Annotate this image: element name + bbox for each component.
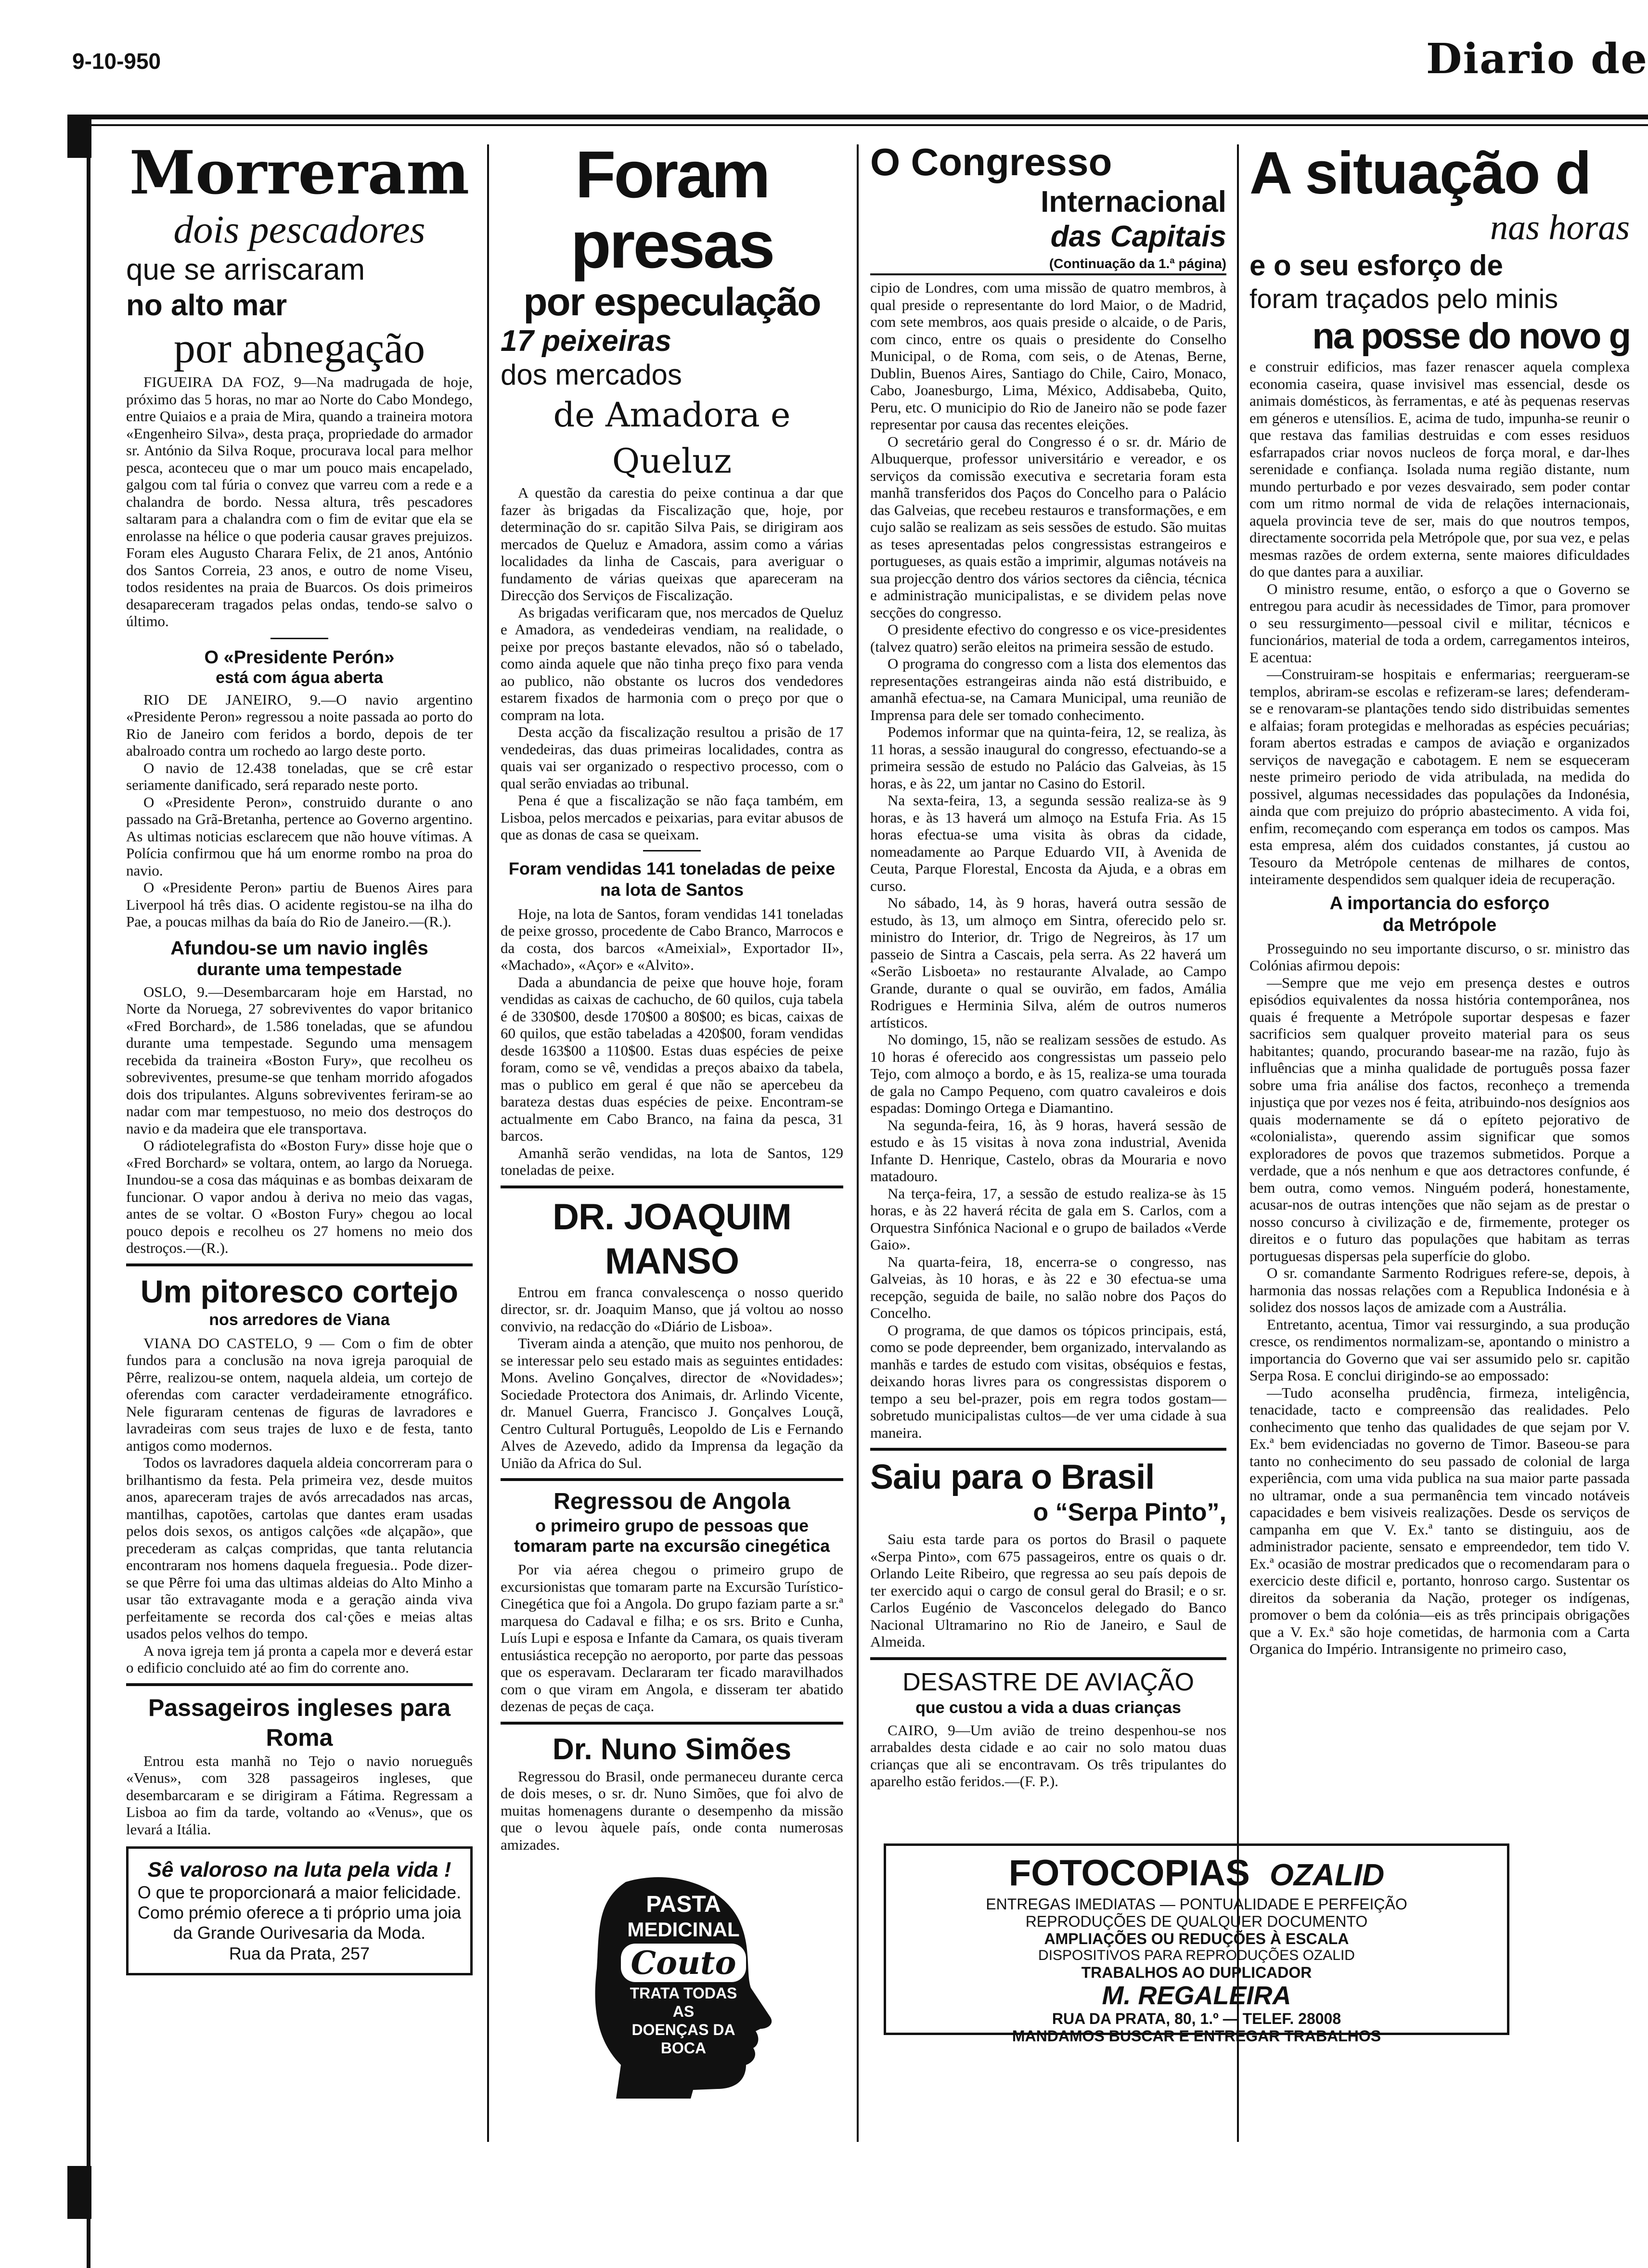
paragraph: Na quarta-feira, 18, encerra-se o congresso, nas Galveias, às 10 horas, e às 22 e 30 efectua-se uma recepção, seguida de baile, no salão nobre dos Paços do Concelho. [870,1253,1226,1321]
column-2 [501,140,843,2099]
ad-line: AMPLIAÇÕES OU REDUÇÕES À ESCALA [1044,1930,1349,1947]
headline-line: foram traçados pelo minis [1249,284,1558,314]
ad-line: ENTREGAS IMEDIATAS — PONTUALIDADE E PERFEIÇÃO [986,1895,1407,1913]
subheadline: está com água aberta [216,668,383,687]
headline-line: por especulação [523,280,821,324]
ad-title: FOTOCOPIAS [1008,1853,1250,1894]
corner-mark-bottom [67,2166,91,2219]
paragraph: Regressou do Brasil, onde permaneceu durante cerca de dois meses, o sr. dr. Nuno Simões, que foi alvo de muitas homenagens durante o desempenho da missão que o levou àquele país, onde conta numerosas amizades. [501,1767,843,1853]
paragraph: Entrou esta manhã no Tejo o navio norueguês «Venus», com 328 passageiros ingleses, que desembarcaram e se dirigiram a Fátima. Regressam a Lisboa ao fim da tarde, voltando ao «Venus», que os levará a Itália. [126,1752,473,1838]
ad-line: BOCA [660,2039,707,2057]
paragraph: A nova igreja tem já pronta a capela mor e deverá estar o edificio concluido até ao fim do corrente ano. [126,1642,473,1676]
article-body: FIGUEIRA DA FOZ, 9—Na madrugada de hoje, próximo das 5 horas, no mar ao Norte do Cabo Mondego, entre Quiaios e a praia de Mira, quando a traineira motora «Engenheiro Silva», desta praça, propriedade do armador sr. António da Silva Roque, procurava local para melhor pesca, aconteceu que o mar um pouco mais encapelado, galgou com tal fúria o convez que varreu com a rede e a chalandra de bordo. Nessa altura, três pescadores saltaram para a chalandra com o fim de evitar que ela se enrolasse na hélice o que poderia causar graves prejuizos. Foram eles Augusto Charara Felix, de 21 anos, António dos Santos Correia, 23 anos, e outro de nome Viseu, todos residentes na praia de Buarcos. Os dois primeiros desapareceram tragados pelas ondas, tendo-se salvo o último. [126,374,473,630]
paragraph: VIANA DO CASTELO, 9 — Com o fim de obter fundos para a conclusão na nova igreja paroquial de Pêrre, realizou-se ontem, naquela aldeia, um cortejo de oferendas com caracter verdadeiramente etnográfico. Nele figuraram centenas de figuras de lavradores e lavradeiras com seus trajes de luxo e de festa, tanto antigos como modernos. [126,1334,473,1454]
paragraph: No sábado, 14, às 9 horas, haverá outra sessão de estudo, às 13, um almoço em Sintra, oferecido pelo sr. ministro do Interior, dr. Trigo de Negreiros, às 17 um passeio de Sintra a Cascais, pela serra. As 22 haverá um «Serão Lisboeta» no restaurante Alvalade, ao Campo Grande, durante o qual se ouvirão, em fados, Amália Rodrigues e Herminia Silva, além de outros numeros artísticos. [870,894,1226,1031]
divider [126,1683,473,1686]
ad-company: M. REGALEIRA [1102,1981,1291,2010]
paragraph: e construir edificios, mas fazer renascer aquela complexa economia caseira, quase invisivel mas essencial, desde os animais domésticos, às ferramentas, e até às pequenas reservas em géneros e utensílios. E, acima de tudo, impunha-se reunir o que restava das familias destruidas e com esses residuos esfarrapados criar novos nucleos de força moral, e dar-lhes serenidade e confiança. Isolada numa região distante, num mundo perturbado e por vezes desvairado, sem poder contar com um ritmo normal de vida de relações internacionais, aquela provincia teve de ser, mais do que noutros tempos, directamente socorrida pela Metrópole que, por sua vez, e pelas mesmas razões de ordem externa, sente maiores dificuldades do que dantes para a auxiliar. [1249,358,1630,580]
article-desastre [870,1667,1226,1790]
ad-brand: Couto [621,1944,746,1982]
paragraph: Podemos informar que na quinta-feira, 12, se realiza, às 11 horas, a sessão inaugural do congresso, efectuando-se a primeira sessão de estudo no Palácio das Galveias, às 15 horas, e às 22, um jantar no Casino do Estoril. [870,723,1226,792]
subheadline: Regressou de Angola [554,1489,790,1514]
ad-fotocopias [884,1843,1509,2045]
paragraph: Hoje, na lota de Santos, foram vendidas 141 toneladas de peixe grosso, procedente de Cabo Branco, Marrocos e da costa, dos barcos «Ameixial», Exportador II», «Machado», «Açor» e «Alvito». [501,905,843,973]
article-serpa-pinto [870,1457,1226,1650]
ad-line: DISPOSITIVOS PARA REPRODUÇÕES OZALID [1038,1947,1355,1963]
paragraph: Pena é que a fiscalização se não faça também, em Lisboa, pelos mercados e peixarias, para evitar abusos de que as donas de casa se queixam. [501,792,843,843]
article-angola [501,1488,843,1715]
headline: Passageiros ingleses para Roma [148,1694,451,1751]
paragraph: Dada a abundancia de peixe que houve hoje, foram vendidas as caixas de cachucho, de 60 quilos, cuja tabela é de 330$00, desde 170$00 a 80$00; es bicas, caixas de 60 quilos, que estão tabeladas a 420$00, foram vendidas desde 163$00 a 110$00. Estas duas espécies de peixe foram, como se vê, vendidas a preços abaixo da tabela, mas o publico em geral é que não se apercebeu da barateza destas duas espécies de peixe. Encontram-se actualmente em Cabo Branco, na faina da pesca, 31 barcos. [501,973,843,1144]
headline-line: dois pescadores [173,207,425,251]
ad-line: TRATA TODAS [630,1984,737,2002]
ad-line: PASTA [646,1892,721,1917]
paragraph: No domingo, 15, não se realizam sessões de estudo. As 10 horas é oferecido aos congressistas um passeio pelo Tejo, com almoço a bordo, e às 15, realiza-se uma tourada de gala no Campo Pequeno, com quatro cavaleiros e dois espadas: Domingo Ortega e Diamantino. [870,1031,1226,1116]
paragraph: OSLO, 9.—Desembarcaram hoje em Harstad, no Norte da Noruega, 27 sobreviventes do vapor britanico «Fred Borchard», de 1.586 toneladas, que se afundou durante uma tempestade. Segundo uma mensagem recebida da traineira «Boston Fury», que recolheu os sobreviventes, presume-se que tenham morrido afogados dois dos tripulantes. Alguns sobreviventes feriram-se ao nadar com mar tempestuoso, no meio dos destroços do navio e da madeira que ele transportava. [126,983,473,1137]
subheadline: da Metrópole [1382,915,1497,935]
subheadline: Afundou-se um navio inglês [170,937,428,959]
headline-line: nas horas [1490,208,1630,247]
headline: Saiu para o Brasil [870,1458,1155,1496]
ad-brand: OZALID [1270,1857,1385,1892]
column-4 [1249,140,1630,1658]
article-congresso [870,140,1226,1441]
headline: DESASTRE DE AVIAÇÃO [902,1668,1194,1696]
ad-line: AS [672,2003,695,2020]
ad-address: Rua da Prata, 257 [229,1944,370,1963]
paragraph: Entretanto, acentua, Timor vai ressurgindo, a sua produção cresce, os rendimentos normalizam-se, apontando o ministro a importancia do Governo que vai ser assumido pelo sr. capitão Serpa Rosa. E conclui dirigindo-se ao empossado: [1249,1315,1630,1384]
paragraph: O sr. comandante Sarmento Rodrigues refere-se, depois, à harmonia das nossas relações com a Republica Indonésia e à solidez dos nossos laços de amizade com a Austrália. [1249,1264,1630,1315]
paragraph: O presidente efectivo do congresso e os vice-presidentes (talvez quatro) serão eleitos na primeira sessão de estudo. [870,621,1226,655]
article-lota-santos [501,858,843,1179]
subheadline: nos arredores de Viana [209,1310,390,1329]
headline: Um pitoresco cortejo [140,1273,459,1309]
paragraph: —Sempre que me vejo em presença destes e outros episódios equivalentes da nossa história contemporânea, nos quais é frequente a Metrópole suportar despesas e fazer sacrificios sem qualquer proveito material para os seus habitantes; quando, procurando basear-me na razão, fujo às influências que a minha qualidade de português possa fazer sobre uma fria análise dos factos, reconheço a tremenda injustiça que por vezes nos é feita, atribuindo-nos desígnios aos quais modernamente se dá o epíteto pejorativo de «colonialista», querendo assim significar que somos exploradores de povos que trazemos submetidos. Porque a verdade, que a nós nenhum e que aos detractores confunde, é bem outra, como vemos. Ninguém poderá, honestamente, acusar-nos de outras intenções que não sejam as de prestar o nosso concurso à civilização e de, firmemente, proteger os direitos e o futuro das populações que habitam as terras portuguesas dispersas pela superfície do globo. [1249,974,1630,1264]
headline-line: de Amadora e Queluz [553,395,791,481]
article-cortejo [126,1273,473,1676]
ad-ourivesaria [126,1846,473,1975]
column-rule [857,144,859,2142]
column-3 [870,140,1226,1790]
paragraph: Todos os lavradores daquela aldeia concorreram para o brilhantismo da festa. Pela primeira vez, desde muitos anos, apareceram trajes de avós arrecadados nas arcas, mantilhas, capotões, cartolas que dantes eram usadas pelos dois sexos, os antigos calções «de alçapão», que precederam as calças compridas, que tanta relutancia encontraram nos homens daquela freguesia.. Pode dizer-se que Pêrre foi uma das ultimas aldeias do Alto Minho a usar tão extravagante moda e a geração ainda viva perfeitamente se recorda dos cal·ções e meias altas usados pelos velhos do tempo. [126,1454,473,1642]
column-1 [126,140,473,1975]
article-joaquim-manso [501,1195,843,1472]
ad-line: DOENÇAS DA [631,2021,735,2038]
paragraph: As brigadas verificaram que, nos mercados de Queluz e Amadora, as vendedeiras vendiam, na realidade, o peixe por preços bastante elevados, não só o tabelado, como ainda aquele que não tinha preço fixo para venda ao publico, não obstante os lucros dos vendedores estarem fixados de harmonia com o preço por que o compram na lota. [501,604,843,723]
paragraph: O secretário geral do Congresso é o sr. dr. Mário de Albuquerque, professor universitário e vereador, e os serviços da comissão executiva e secretaria foram esta manhã transferidos dos Paços do Concelho para o Palácio das Galveias, que recebeu restauros e transformações, e em cujo salão se realizam as seis sessões de estudo. São muitas as teses apresentadas pelos congressistas estrangeiros e portugueses, as quais estão a imprimir, algumas notáveis na sua projecção dentro dos vários sectores da ciência, técnica e administração municipalistas, e se dividem pelas nove secções do congresso. [870,433,1226,621]
article-nuno-simoes [501,1731,843,1854]
headline-line: das Capitais [1050,220,1226,253]
ad-line: MANDAMOS BUSCAR E ENTREGAR TRABALHOS [1012,2027,1381,2045]
paragraph: cipio de Londres, com uma missão de quatro membros, à qual preside o representante do lord Maior, o de Madrid, com sete membros, aos quais preside o alcaide, o de Paris, com cinco, entre os quais o presidente do Conselho Municipal, o de Roma, com seis, o de Atenas, Berne, Dublin, Buenos Aires, Santiago do Chile, Cairo, Monaco, Cabo, Joanesburgo, Lima, México, Addisabeba, Quito, Peru, etc. O municipio do Rio de Janeiro não se pode fazer representar por causa das recentes eleições. [870,279,1226,433]
article-passageiros [126,1693,473,1838]
paragraph: Na segunda-feira, 16, às 9 horas, haverá sessão de estudo e às 15 visitas à nova zona industrial, Avenida Infante D. Henrique, Castelo, obras da Mouraria e novo matadouro. [870,1116,1226,1185]
paragraph: Na terça-feira, 17, a sessão de estudo realiza-se às 15 horas, e às 22 haverá récita de gala em S. Carlos, com a Orquestra Sinfónica Nacional e o grupo de bailados «Verde Gaio». [870,1185,1226,1253]
issue-date: 9-10-950 [72,49,161,74]
ad-line: REPRODUÇÕES DE QUALQUER DOCUMENTO [1025,1913,1368,1930]
ad-line: MEDICINAL [627,1918,740,1941]
masthead: Diario de [1426,35,1648,83]
paragraph: Por via aérea chegou o primeiro grupo de excursionistas que tomaram parte na Excursão Turístico-Cinegética que foi a Angola. Do grupo faziam parte a sr.ª marquesa do Cadaval e filha; e os srs. Brito e Cunha, Luís Lupi e esposa e Infante da Camara, os quais tiveram entusiástica recepção no aeroporto, por parte das pessoas que os esperavam. Declararam ter ficado maravilhados com o que viram em Angola, e disseram ter abatido dezenas de peças de caça. [501,1561,843,1714]
headline: A situação d [1249,140,1591,206]
headline-line: que se arriscaram [126,253,365,286]
paragraph: O «Presidente Peron», construido durante o ano passado na Grã-Bretanha, pertence ao Governo argentino. As ultimas noticias esclarecem que não houve vítimas. A Polícia confirmou que há um enorme rombo na proa do navio. [126,793,473,879]
ad-line: TRABALHOS AO DUPLICADOR [1081,1964,1312,1981]
paragraph: O rádiotelegrafista do «Boston Fury» disse hoje que o «Fred Borchard» se voltara, ontem, ao largo da Noruega. Inundou-se a cosa das máquinas e as bombas deixaram de funcionar. O vapor andou à deriva no meio das vagas, antes de se voltar. O «Boston Fury» chegou ao local pouco depois e recolheu os 27 homens no meio dos destroços.—(R.). [126,1137,473,1256]
paragraph: Desta acção da fiscalização resultou a prisão de 17 vendedeiras, das duas primeiras localidades, contra as quais vai ser organizado o respectivo processo, com o qual serão enviadas ao tribunal. [501,723,843,792]
paragraph: O ministro resume, então, o esforço a que o Governo se entregou para acudir às necessidades de Timor, para promover o seu ressurgimento—pessoal civil e militar, técnicos e funcionários, material de toda a ordem, carregamentos inteiros, E acentua: [1249,580,1630,666]
paragraph: O programa, de que damos os tópicos principais, está, como se pode depreender, bem organizado, intervalando as manhãs e tardes de estudo com visitas, obséquios e festas, deixando horas livres para os congressistas disporem o tempo a seu bel-prazer, pois em regra todos gostam—sobretudo municipalistas cultos—de ver uma cidade à sua maneira. [870,1321,1226,1441]
divider [270,638,328,639]
subheadline: A importancia do esforço [1329,893,1550,914]
paragraph: CAIRO, 9—Um avião de treino despenhou-se nos arrabaldes desta cidade e ao cair no solo matou duas crianças que ali se encontravam. Os três tripulantes do aparelho estão feridos.—(F. P.). [870,1721,1226,1790]
column-rule [487,144,489,2142]
ad-body: O que te proporcionará a maior felicidade. Como prémio oferece a ti próprio uma joia da Grande Ourivesaria da Moda. [137,1882,462,1943]
divider [501,1186,843,1188]
ad-pasta-couto [501,1872,843,2099]
top-rule-thin [67,124,1648,126]
ad-title: Sê valoroso na luta pela vida ! [147,1858,451,1881]
headline-line: 17 peixeiras [501,324,672,358]
article-morreram [126,140,473,630]
paragraph: Entrou em franca convalescença o nosso querido director, sr. dr. Joaquim Manso, que já voltou ao nosso convivio, na redacção do «Diário de Lisboa». [501,1283,843,1335]
article-navio-ingles [126,937,473,1257]
headline-line: dos mercados [501,359,682,391]
subheadline: o primeiro grupo de pessoas que tomaram parte na excursão cinegética [514,1516,830,1556]
headline-line: na posse do novo g [1312,316,1630,357]
divider [643,850,701,851]
headline: Morreram [129,138,470,208]
divider [501,1722,843,1725]
headline: O Congresso [870,141,1112,183]
article-peixeiras [501,140,843,843]
article-presidente-peron [126,647,473,930]
article-timor [1249,140,1630,888]
headline-line: por abnegação [173,324,425,372]
column-rule [1237,144,1239,2142]
paragraph: A questão da carestia do peixe continua a dar que fazer às brigadas da Fiscalização que, hoje, por determinação do sr. capitão Silva Pais, se dirigiram aos mercados de Queluz e Amadora, assim como a várias localidades da linha de Cascais, para averiguar o fundamento de várias queixas que apareceram na Direcção dos Serviços de Fiscalização. [501,484,843,604]
article-importancia [1249,893,1630,1658]
divider [870,1448,1226,1451]
headline: Dr. Nuno Simões [552,1732,792,1766]
top-rule [67,115,1648,119]
divider [870,1657,1226,1660]
subheadline: durante uma tempestade [196,959,402,979]
paragraph: —Construiram-se hospitais e enfermarias; reergueram-se templos, abriram-se escolas e refizeram-se lares; defenderam-se e renovaram-se plantações tendo sido distribuidas sementes e alfaias; foram protegidas e melhoradas as espécies pecuárias; foram abertos estradas e campos de aviação e organizados serviços de navegação e cabotagem. E nem se esqueceram neste primeiro periodo de vida atribulada, na medida do possivel, algumas necessidades das populações da Indonésia, ainda que com prejuizo do próprio abastecimento. A vida foi, enfim, recomeçando com esperança em todos os campos. Mas esta empresa, além dos cuidados constantes, já custou ao Tesouro da Metrópole centenas de milhares de contos, inteiramente despendidos sem qualquer ideia de recuperação. [1249,666,1630,888]
headline-line: o “Serpa Pinto”, [1033,1498,1226,1526]
paragraph: O «Presidente Peron» partiu de Buenos Aires para Liverpool há três dias. O acidente registou-se na ilha do Pae, a poucas milhas da baía do Rio de Janeiro.—(R.). [126,879,473,930]
divider [501,1478,843,1481]
paragraph: Saiu esta tarde para os portos do Brasil o paquete «Serpa Pinto», com 675 passageiros, entre os quais o dr. Orlando Leite Ribeiro, que regressa ao seu país depois de ter exercido aqui o cargo de consul geral do Brasil; e o sr. Carlos Eugénio de Vasconcelos delegado do Banco Nacional Ultramarino no Rio de Janeiro, e Saul de Almeida. [870,1531,1226,1650]
subheadline: Foram vendidas 141 toneladas de peixe na lota de Santos [508,858,836,900]
headline-line: Internacional [1041,185,1226,219]
headline: DR. JOAQUIM MANSO [553,1196,791,1282]
headline-line: e o seu esforço de [1249,249,1503,282]
divider [126,1263,473,1266]
subheadline: O «Presidente Perón» [204,647,395,668]
paragraph: Tiveram ainda a atenção, que muito nos penhorou, de se interessar pelo seu estado mais as seguintes entidades: Mons. Avelino Gonçalves, director de «Novidades»; Sociedade Protectora dos Animais, dr. Arlindo Vicente, dr. Manuel Guerra, Francisco J. Gonçalves Louçã, Centro Cultural Português, Leopoldo de Lis e Fernando Alves de Azevedo, adido da Imprensa da legação da União da Africa do Sul. [501,1335,843,1471]
subheadline: que custou a vida a duas crianças [915,1698,1181,1717]
paragraph: —Tudo aconselha prudência, firmeza, inteligência, tenacidade, tacto e compreensão das realidades. Pelo conhecimento que tenho das qualidades de que sejam por V. Ex.ª bem evidenciadas no governo de Timor. Baseou-se para tanto no conhecimento do seu passado de colonial de larga experiência, com uma vida publica na sua maior parte passada no ultramar, onde a sua permanência tem vincado notáveis capacidades e bem visiveis realizações. Desde os serviços de campanha em que V. Ex.ª tanto se distinguiu, aos de administrador paciente, sensato e empreendedor, tem tido V. Ex.ª ocasião de mostrar predicados que o recomendaram para o exercicio deste dificil e, portanto, honroso cargo. Sustentar os direitos da soberania da Nação, proteger os indígenas, promover o bem da colónia—eis as três principais obrigações que a V. Ex.ª são hoje cometidas, de harmonia com a Carta Organica do Império. Intransigente no primeiro caso, [1249,1384,1630,1657]
headline-line: no alto mar [126,289,287,322]
paragraph: Prosseguindo no seu importante discurso, o sr. ministro das Colónias afirmou depois: [1249,940,1630,974]
ad-address: RUA DA PRATA, 80, 1.º — TELEF. 28008 [1052,2010,1341,2027]
continuation-note: (Continuação da 1.ª página) [870,254,1226,275]
paragraph: O programa do congresso com a lista dos elementos das representações estrangeiras ainda não está distribuido, e amanhã efectua-se, na Camara Municipal, uma reunião de Imprensa para dele ser tomado conhecimento. [870,655,1226,723]
paragraph: Amanhã serão vendidas, na lota de Santos, 129 toneladas de peixe. [501,1144,843,1178]
paragraph: O navio de 12.438 toneladas, que se crê estar seriamente danificado, será reparado neste porto. [126,759,473,793]
left-margin-rule [87,115,90,2268]
paragraph: RIO DE JANEIRO, 9.—O navio argentino «Presidente Peron» regressou a noite passada ao porto do Rio de Janeiro com feridos a bordo, depois de ter abalroado contra um rochedo ao largo deste porto. [126,691,473,759]
paragraph: Na sexta-feira, 13, a segunda sessão realiza-se às 9 horas, e às 13 haverá um almoço na Estufa Fria. As 15 horas efectua-se uma visita às obras da cidade, nomeadamente ao Parque Eduardo VII, à Avenida de Ceuta, Parque Florestal, Encosta da Ajuda, e a obras em curso. [870,792,1226,894]
headline: Foram presas [570,138,773,282]
